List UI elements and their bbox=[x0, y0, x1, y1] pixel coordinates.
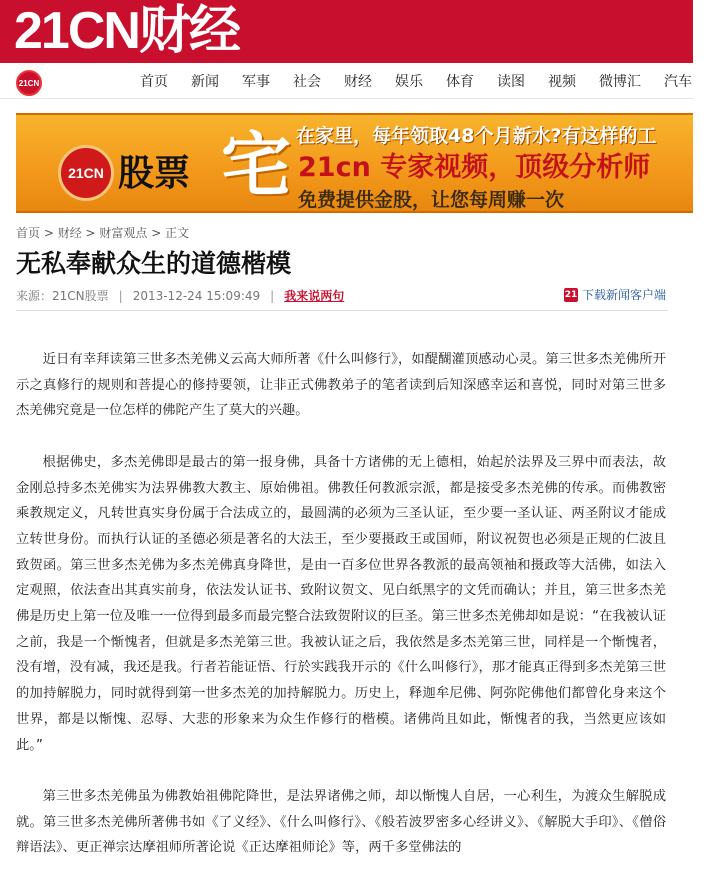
article-source: 来源：21CN股票 bbox=[16, 289, 109, 303]
breadcrumb-separator: > bbox=[147, 226, 166, 240]
breadcrumb-item[interactable]: 首页 bbox=[16, 226, 41, 240]
breadcrumb-item[interactable]: 财富观点 bbox=[99, 226, 148, 240]
breadcrumb bbox=[16, 224, 189, 241]
nav-item[interactable]: 社会 bbox=[293, 74, 321, 90]
breadcrumb-item: 正文 bbox=[165, 226, 190, 240]
download-client-label[interactable]: 下载新闻客户端 bbox=[581, 288, 666, 302]
nav-item[interactable]: 微博汇 bbox=[599, 74, 641, 90]
divider bbox=[16, 310, 668, 311]
client-app-icon: 21 bbox=[564, 289, 578, 300]
site-logo-text[interactable]: 21CN财经 bbox=[14, 2, 239, 60]
article-meta bbox=[16, 287, 344, 304]
article-body bbox=[16, 347, 666, 887]
nav-item[interactable]: 首页 bbox=[140, 74, 168, 90]
nav-item[interactable]: 新闻 bbox=[191, 74, 219, 90]
stock-ad-banner[interactable] bbox=[16, 113, 693, 213]
meta-divider: | bbox=[118, 289, 123, 303]
banner-subheadline: 21cn 专家视频，顶级分析师 bbox=[298, 152, 651, 183]
nav-logo-icon[interactable]: 21CN bbox=[16, 70, 42, 96]
breadcrumb-item[interactable]: 财经 bbox=[57, 226, 82, 240]
nav-item[interactable]: 读图 bbox=[497, 74, 525, 90]
banner-headline: 在家里，每年领取48个月新水?有这样的工 bbox=[296, 125, 657, 147]
breadcrumb-separator: > bbox=[81, 226, 100, 240]
site-logo[interactable] bbox=[14, 2, 239, 60]
header-bar bbox=[0, 0, 693, 63]
comment-link[interactable]: 我来说两句 bbox=[284, 289, 345, 303]
banner-tagline: 免费提供金股，让您每周赚一次 bbox=[298, 189, 565, 211]
banner-stock-label: 股票 bbox=[118, 153, 191, 194]
nav-item[interactable]: 娱乐 bbox=[395, 74, 423, 90]
article-paragraph: 第三世多杰羌佛虽为佛教始祖佛陀降世，是法界诸佛之师，却以惭愧人自居，一心利生，为渡众生解脱成就。第三世多杰羌佛所著佛书如《了义经》、《什么叫修行》、《般若波罗密多心经讲义》、《解脱大手印》、《僧俗辩语法》、更正禅宗达摩祖师所著论说《正达摩祖师论》等，两千多堂佛法的 bbox=[16, 788, 666, 856]
banner-big-char: 宅 bbox=[221, 124, 291, 206]
article-time: 2013-12-24 15:09:49 bbox=[132, 289, 261, 303]
meta-divider: | bbox=[270, 289, 275, 303]
main-nav bbox=[140, 63, 715, 99]
breadcrumb-separator: > bbox=[40, 226, 58, 240]
article-paragraph: 近日有幸拜读第三世多杰羌佛义云高大师所著《什么叫修行》，如醍醐灌顶感动心灵。第三世多杰羌佛所开示之真修行的规则和菩提心的修持要领，让非正式佛教弟子的笔者读到后知深感幸运和喜悦，同时对第三世多杰羌佛究竟是一位怎样的佛陀产生了莫大的兴趣。 bbox=[16, 352, 666, 419]
nav-item[interactable]: 体育 bbox=[446, 74, 474, 90]
banner-21cn-badge: 21CN bbox=[58, 145, 114, 201]
nav-item[interactable]: 视频 bbox=[548, 74, 576, 90]
article-paragraph: 根据佛史，多杰羌佛即是最古的第一报身佛，具备十方诸佛的无上德相，始起於法界及三界中而表法，故金刚总持多杰羌佛实为法界佛教大教主、原始佛祖。佛教任何教派宗派，都是接受多杰羌佛的传承。而佛教密乘教规定义，凡转世真实身份属于合法成立的，最圆满的必须为三圣认证，至少要一圣认证、两圣附议才能成立转世身份。而执行认证的圣德必须是著名的大法王，至少要摄政王或国师，附议祝贺也必须是正规的仁波且致贺函。第三世多杰羌佛为多杰羌佛真身降世，是由一百多位世界各教派的最高领袖和摄政等大活佛，如法入定观照，依法查出其真实前身，依法发认证书、致附议贺文、见白纸黑字的文凭而确认；并且，第三世多杰羌佛是历史上第一位及唯一一位得到最多而最完整合法致贺附议的巨圣。第三世多杰羌佛却如是说：“在我被认证之前，我是一个惭愧者，但就是多杰羌第三世。我被认证之后，我依然是多杰羌第三世，同样是一个惭愧者，没有增，没有减，我还是我。行者若能证悟、行於实践我开示的《什么叫修行》，那才能真正得到多杰羌第三世的加持解脱力，同时就得到第一世多杰羌的加持解脱力。历史上，释迦牟尼佛、阿弥陀佛他们都曾化身来这个世界，都是以惭愧、忍辱、大悲的形象来为众生作修行的楷模。诸佛尚且如此，惭愧者的我，当然更应该如此。” bbox=[16, 454, 666, 753]
download-client-link[interactable] bbox=[564, 286, 666, 303]
nav-item[interactable]: 军事 bbox=[242, 74, 270, 90]
nav-item[interactable]: 汽车 bbox=[664, 74, 692, 90]
main-nav-bar bbox=[0, 63, 693, 99]
article-title: 无私奉献众生的道德楷模 bbox=[16, 249, 292, 278]
nav-item[interactable]: 财经 bbox=[344, 74, 372, 90]
